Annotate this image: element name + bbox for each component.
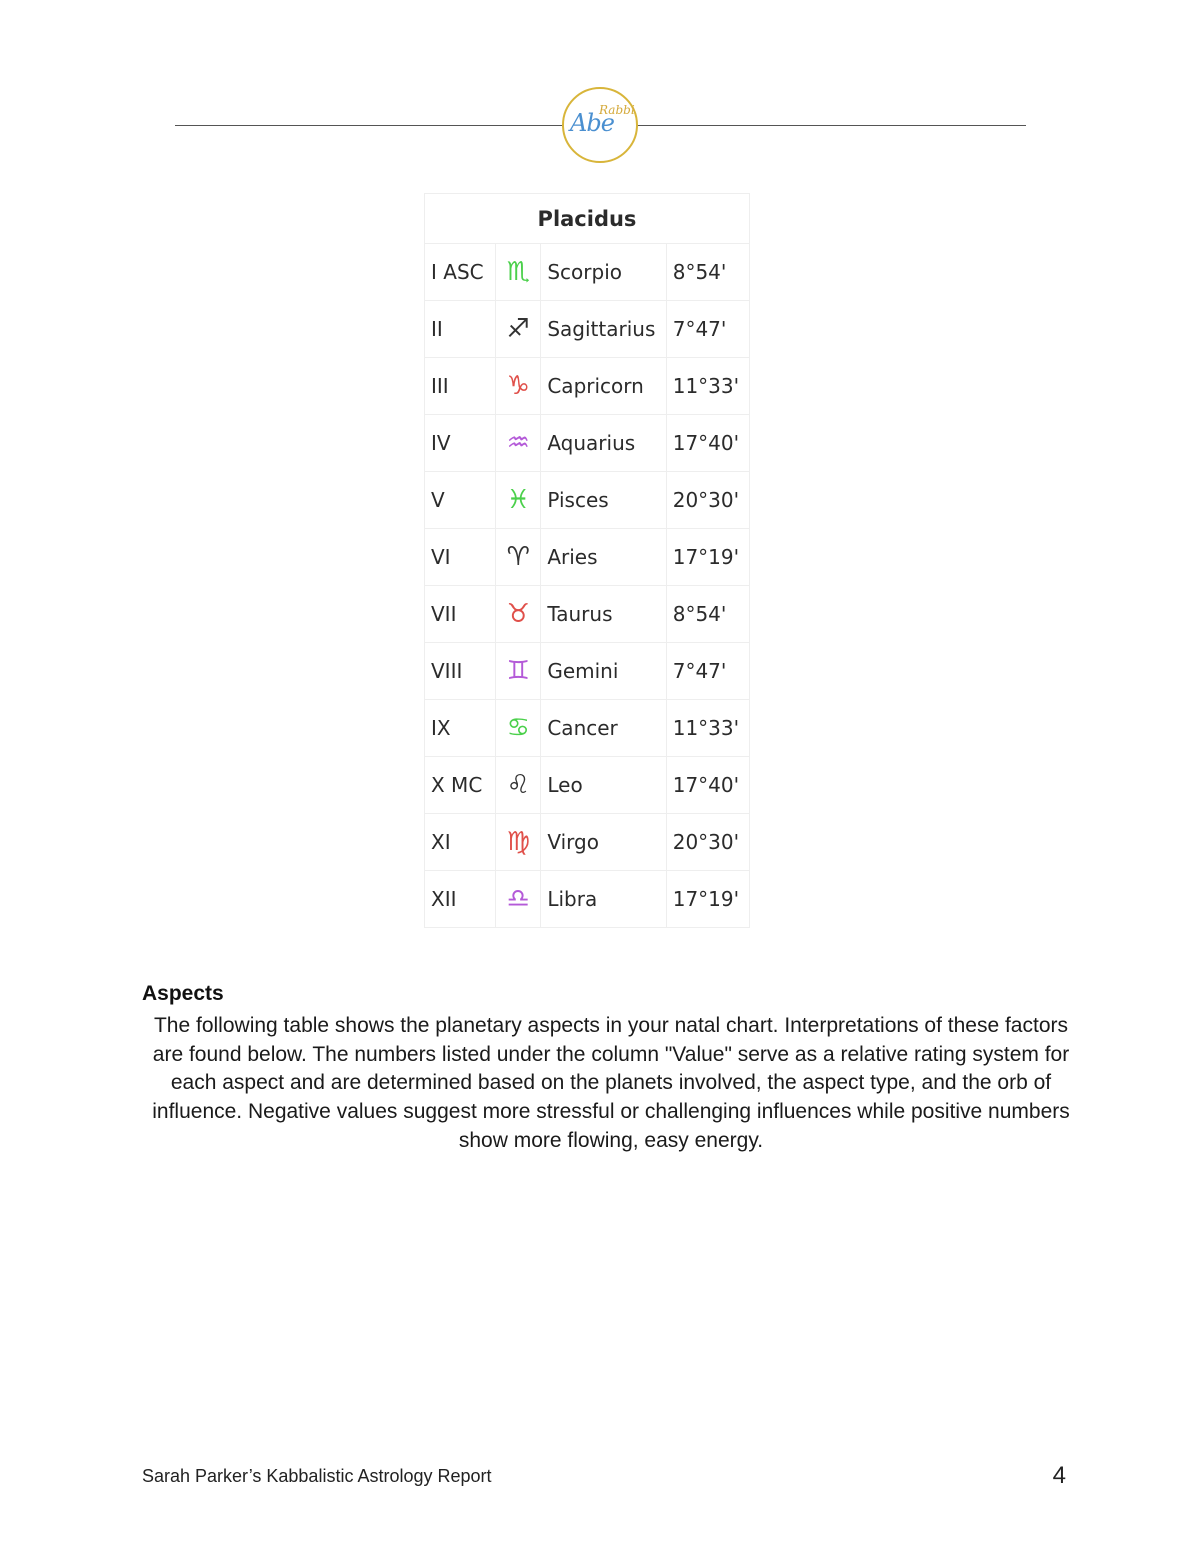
house-cell: IX — [425, 700, 496, 757]
zodiac-sign-icon: ♒ — [496, 415, 541, 472]
table-row — [425, 301, 750, 358]
degree-cell: 8°54' — [666, 586, 749, 643]
sign-name-cell: Sagittarius — [541, 301, 666, 358]
degree-cell: 17°40' — [666, 415, 749, 472]
house-cell: III — [425, 358, 496, 415]
zodiac-sign-icon: ♎ — [496, 871, 541, 928]
zodiac-sign-icon: ♊ — [496, 643, 541, 700]
placidus-houses-table — [424, 193, 750, 928]
logo-abe-text: Abe — [570, 109, 614, 137]
degree-cell: 17°19' — [666, 529, 749, 586]
degree-cell: 11°33' — [666, 700, 749, 757]
degree-cell: 20°30' — [666, 472, 749, 529]
table-row — [425, 472, 750, 529]
sign-name-cell: Scorpio — [541, 244, 666, 301]
houses-table-body — [425, 244, 750, 928]
table-row — [425, 529, 750, 586]
sign-name-cell: Pisces — [541, 472, 666, 529]
zodiac-sign-icon: ♏ — [496, 244, 541, 301]
house-cell: VIII — [425, 643, 496, 700]
zodiac-sign-icon: ♋ — [496, 700, 541, 757]
degree-cell: 11°33' — [666, 358, 749, 415]
footer-report-title: Sarah Parker’s Kabbalistic Astrology Report — [142, 1466, 492, 1486]
table-row — [425, 700, 750, 757]
rabbi-abe-logo — [562, 87, 638, 163]
table-row — [425, 244, 750, 301]
zodiac-sign-icon: ♍ — [496, 814, 541, 871]
sign-name-cell: Virgo — [541, 814, 666, 871]
sign-name-cell: Capricorn — [541, 358, 666, 415]
sign-name-cell: Aries — [541, 529, 666, 586]
zodiac-sign-icon: ♈ — [496, 529, 541, 586]
table-row — [425, 814, 750, 871]
header-divider-right — [634, 125, 1026, 126]
house-cell: VI — [425, 529, 496, 586]
house-cell: VII — [425, 586, 496, 643]
sign-name-cell: Libra — [541, 871, 666, 928]
table-row — [425, 415, 750, 472]
page-number: 4 — [1052, 1462, 1066, 1489]
table-row — [425, 643, 750, 700]
aspects-heading: Aspects — [142, 982, 224, 1005]
table-row — [425, 586, 750, 643]
degree-cell: 8°54' — [666, 244, 749, 301]
sign-name-cell: Taurus — [541, 586, 666, 643]
table-title: Placidus — [425, 194, 750, 244]
logo-rabbi-text: Rabbi — [599, 103, 635, 117]
zodiac-sign-icon: ♓ — [496, 472, 541, 529]
house-cell: XII — [425, 871, 496, 928]
degree-cell: 7°47' — [666, 301, 749, 358]
degree-cell: 17°19' — [666, 871, 749, 928]
zodiac-sign-icon: ♐ — [496, 301, 541, 358]
house-cell: II — [425, 301, 496, 358]
sign-name-cell: Aquarius — [541, 415, 666, 472]
house-cell: X MC — [425, 757, 496, 814]
zodiac-sign-icon: ♑ — [496, 358, 541, 415]
house-cell: XI — [425, 814, 496, 871]
degree-cell: 17°40' — [666, 757, 749, 814]
aspects-description: The following table shows the planetary aspects in your natal chart. Interpretations of these factors are found below. The numbers listed under the column "Value" serve as a relative rating system for each aspect and are determined based on the planets involved, the aspect type, and the orb of influence. Negative values suggest more stressful or challenging influences while positive numbers show more flowing, easy energy. — [152, 1014, 1070, 1152]
degree-cell: 7°47' — [666, 643, 749, 700]
degree-cell: 20°30' — [666, 814, 749, 871]
house-cell: IV — [425, 415, 496, 472]
header-divider-left — [175, 125, 567, 126]
table-row — [425, 358, 750, 415]
zodiac-sign-icon: ♉ — [496, 586, 541, 643]
house-cell: I ASC — [425, 244, 496, 301]
table-row — [425, 757, 750, 814]
sign-name-cell: Cancer — [541, 700, 666, 757]
house-cell: V — [425, 472, 496, 529]
sign-name-cell: Gemini — [541, 643, 666, 700]
zodiac-sign-icon: ♌ — [496, 757, 541, 814]
sign-name-cell: Leo — [541, 757, 666, 814]
table-row — [425, 871, 750, 928]
